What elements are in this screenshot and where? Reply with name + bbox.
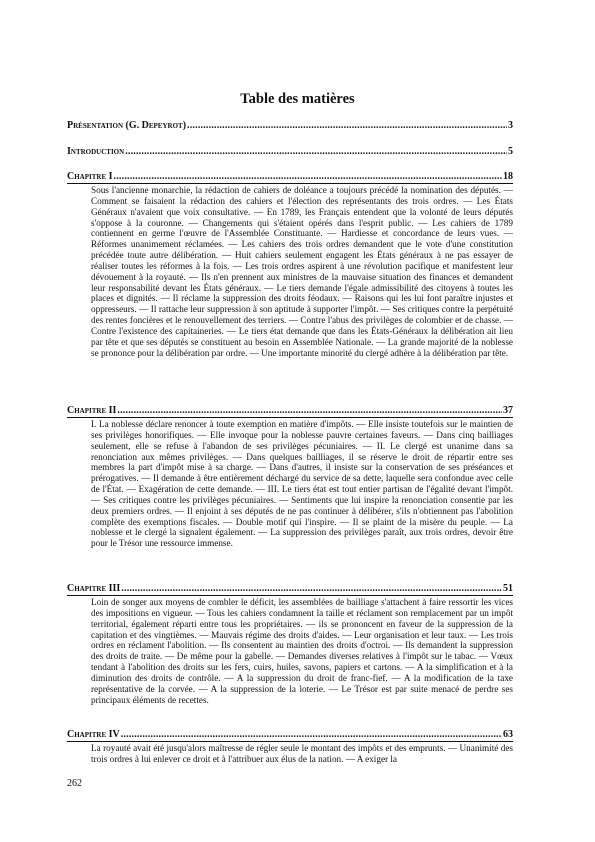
- toc-page-number: 3: [508, 120, 513, 131]
- toc-entry-label: Chapitre IV: [67, 729, 120, 740]
- dot-leader: [121, 583, 502, 594]
- heading-rule: [67, 417, 513, 418]
- dot-leader: [125, 146, 507, 157]
- page-number: 262: [67, 778, 82, 789]
- toc-entry-label: Chapitre I: [67, 171, 113, 182]
- page-title: Table des matières: [240, 91, 355, 107]
- toc-entry-heading: [67, 171, 513, 182]
- toc-entry-heading: [67, 405, 513, 416]
- dot-leader: [121, 729, 502, 740]
- toc-entry-heading: [67, 729, 513, 740]
- toc-entry: [67, 120, 513, 131]
- toc-entry-label: Introduction: [67, 146, 125, 157]
- toc-entry: [67, 171, 513, 359]
- toc-page-number: 18: [503, 171, 513, 182]
- toc-entry-label: Présentation (G. Depeyrot): [67, 120, 187, 131]
- toc-entry: [67, 146, 513, 157]
- toc-entry-label: Chapitre III: [67, 583, 121, 594]
- dot-leader: [187, 120, 507, 131]
- heading-rule: [67, 183, 513, 184]
- toc-page-number: 63: [503, 729, 513, 740]
- toc-entry: [67, 583, 513, 705]
- heading-rule: [67, 741, 513, 742]
- dot-leader: [117, 405, 502, 416]
- chapter-summary: La royauté avait été jusqu'alors maîtresse de régler seule le montant des impôts et des emprunts. — Unanimité des trois ordres à lui enlever ce droit et à l'attribuer aux élus de la nation. — A exiger la: [91, 743, 513, 764]
- toc-entry-heading: [67, 146, 513, 157]
- toc-entry: [67, 729, 513, 765]
- dot-leader: [114, 171, 502, 182]
- toc-entry: [67, 405, 513, 549]
- toc-entry-label: Chapitre II: [67, 405, 117, 416]
- toc-page-number: 37: [503, 405, 513, 416]
- toc-page-number: 5: [508, 146, 513, 157]
- chapter-summary: Sous l'ancienne monarchie, la rédaction de cahiers de doléance a toujours précédé la nomination des députés. — Comment se faisaient la rédaction des cahiers et l'élection des représentants des trois ordres. — Les États Généraux n'avaient que voix consultative. — En 1789, les Français entendent que la volonté de leurs députés s'oppose à la couronne. — Changements qui s'étaient opérés dans l'esprit public. — Les cahiers de 1789 contiennent en germe l'œuvre de l'Assemblée Constituante. — Hardiesse et concordance de leurs vues. — Réformes unanimement réclamées. — Les cahiers des trois ordres demandent que le vote d'une constitution précédée toute autre délibération. — Huit cahiers seulement engagent les États généraux à ne pas essayer de réaliser toutes les réformes à la fois. — Les trois ordres aspirent à une révolution pacifique et manifestent leur dévouement à la royauté. — Ils n'en prennent aux ministres de la mauvaise situation des finances et demandent leur responsabilité devant les États généraux. — Le tiers demande l'égale admissibilité des citoyens à toutes les places et dignités. — Il réclame la suppression des droits féodaux. — Raisons qui les lui font paraître injustes et oppresseurs. — Il rattache leur suppression à son aptitude à supporter l'impôt. — Ses critiques contre la perpétuité des rentes foncières et le renouvellement des terriers. — Contre l'abus des privilèges de colombier et de chasse. — Contre l'existence des capitaineries. — Le tiers état demande que dans les États-Généraux la délibération ait lieu par tête et que ses députés se constituent au besoin en Assemblée Nationale. — La grande majorité de la noblesse se prononce pour la délibération par ordre. — Une importante minorité du clergé adhère à la délibération par tête.: [91, 185, 513, 358]
- toc-entry-heading: [67, 583, 513, 594]
- heading-rule: [67, 595, 513, 596]
- toc-page-number: 51: [503, 583, 513, 594]
- chapter-summary: Loin de songer aux moyens de combler le déficit, les assemblées de bailliage s'attachent à faire ressortir les vices des impositions en vigueur. — Tous les cahiers condamnent la taille et réclament son remplacement par un impôt territorial, également réparti entre tous les propriétaires. — ils se prononcent en faveur de la suppression de la capitation et des vingtièmes. — Mauvais régime des droits d'aides. — Leur organisation et leur taux. — Les trois ordres en réclament l'abolition. — Ils consentent au maintien des droits d'octroi. — Ils demandent la suppression des droits de traite. — De même pour la gabelle. — Demandes diverses relatives à l'impôt sur le tabac. — Vœux tendant à l'abolition des droits sur les fers, cuirs, huiles, savons, papiers et cartons. — A la simplification et à la diminution des droits de contrôle. — A la suppression du droit de franc-fief. — A la modification de la taxe représentative de la corvée. — A la suppression de la loterie. — Le Trésor est par suite menacé de perdre ses principaux éléments de recettes.: [91, 597, 513, 705]
- chapter-summary: I. La noblesse déclare renoncer à toute exemption en matière d'impôts. — Elle insiste toutefois sur le maintien de ses privilèges honorifiques. — Elle invoque pour la noblesse pauvre certaines faveurs. — Dans cinq bailliages seulement, elle se refuse à l'abandon de ses privilèges pécuniaires. — II. Le clergé est unanime dans sa renonciation aux mêmes privilèges. — Dans quelques bailliages, il se réserve le droit de répartir entre ses membres la part d'impôt mise à sa charge. — Dans d'autres, il insiste sur la conservation de ses préséances et prérogatives. — Il demande à être entièrement déchargé du service de sa dette, laquelle sera confondue avec celle de l'État. — Exagération de cette demande. — III. Le tiers état est tout entier partisan de l'égalité devant l'impôt. — Ses critiques contre les privilèges pécuniaires. — Sentiments que lui inspire la renonciation consentie par les deux premiers ordres. — Il enjoint à ses députés de ne pas continuer à délibérer, s'ils n'obtiennent pas l'abolition complète des exemptions fiscales. — Double motif qui l'inspire. — Il se plaint de la misère du peuple. — La noblesse et le clergé la signalent également. — La suppression des privilèges paraît, aux trois ordres, devoir être pour le Trésor une ressource immense.: [91, 419, 513, 549]
- toc-entry-heading: [67, 120, 513, 131]
